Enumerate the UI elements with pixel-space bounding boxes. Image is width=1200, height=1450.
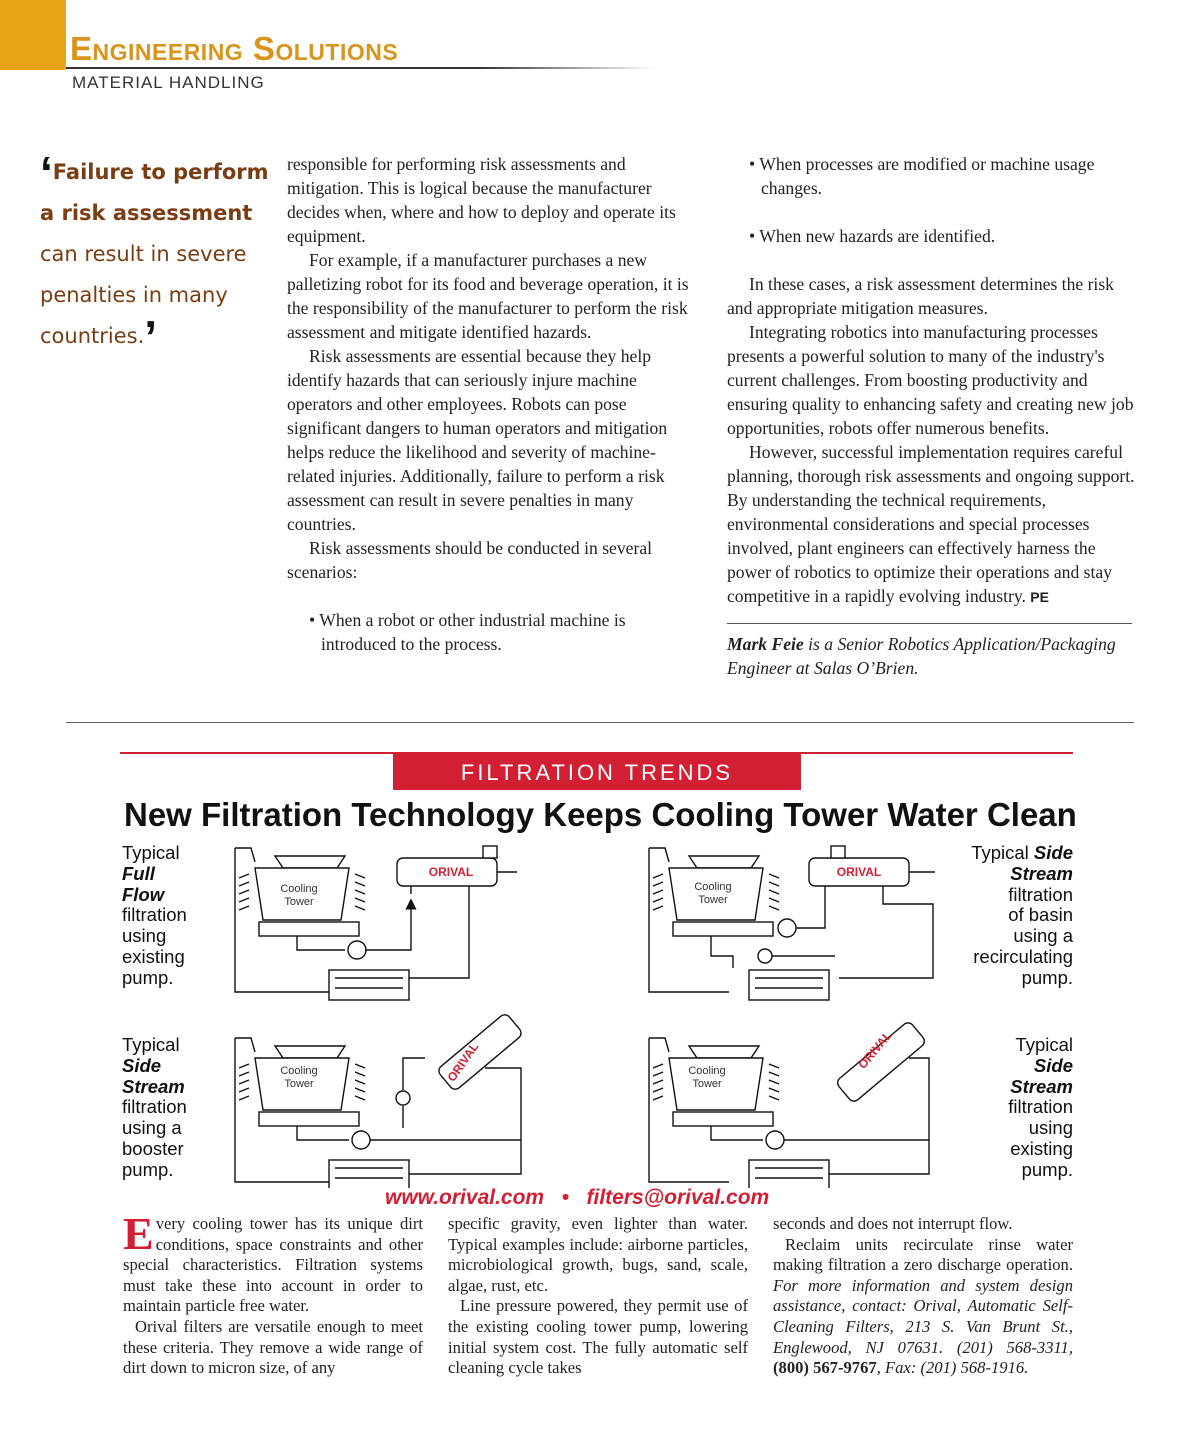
label-line: using a [1013, 925, 1073, 947]
panel-booster [235, 1012, 523, 1188]
panel-basin [649, 846, 935, 1000]
tower-label: Cooling [280, 883, 318, 895]
paragraph [773, 1235, 1073, 1379]
phone-number: (800) 567-9767 [773, 1358, 877, 1378]
pull-quote-line2: a risk assessment [40, 201, 253, 225]
paragraph-text: Reclaim units recirculate rinse water making filtration a zero discharge operation. [773, 1234, 1073, 1275]
label-line: using [122, 925, 167, 947]
tower-label: Cooling [280, 1065, 318, 1077]
label-line: filtration [122, 904, 187, 926]
tower-label: Cooling [694, 881, 732, 893]
paragraph: Line pressure powered, they permit use of the existing cooling tower pump, lowering initial system cost. The fully automatic self cleaning cycle takes [448, 1296, 748, 1378]
panel-full-flow [235, 846, 517, 1000]
tower-label: Tower [692, 1078, 722, 1090]
label-line: existing [122, 945, 185, 967]
pull-quote-line3: can result in severe [40, 242, 247, 266]
orival-logo: ORIVAL [428, 865, 474, 879]
author-bio [727, 632, 1137, 680]
label-line: Stream [1010, 1075, 1073, 1097]
label-line: pump. [122, 966, 174, 988]
open-quote-mark: ‘ [40, 147, 53, 199]
diagram-label-existing [1008, 1035, 1073, 1181]
label-line: Typical [971, 842, 1034, 863]
label-line: pump. [1021, 966, 1073, 988]
label-line: pump. [122, 1158, 174, 1180]
paragraph: responsible for performing risk assessments and mitigation. This is logical because the manufacturer decides when, where and how to deploy and operate its equipment. [287, 154, 676, 246]
bullet-text: When new hazards are identified. [759, 226, 996, 246]
bullet-text: When processes are modified or machine usage changes. [759, 154, 1095, 198]
paragraph: Integrating robotics into manufacturing processes presents a powerful solution to many of the industry's current challenges. From boosting productivity and ensuring quality to enhancing safety and creating new job opportunities, robots offer numerous benefits. [727, 322, 1134, 438]
ad-column-1 [123, 1208, 423, 1379]
drop-cap: E [123, 1208, 154, 1259]
paragraph: Orival filters are versatile enough to meet these criteria. They remove a wide range of dirt down to micron size, of any [123, 1316, 423, 1378]
tower-label: Cooling [688, 1065, 726, 1077]
label-line: of basin [1008, 904, 1073, 926]
website-link[interactable]: www.orival.com [385, 1186, 545, 1209]
paragraph: Risk assessments should be conducted in several scenarios: [287, 538, 653, 582]
diagram-label-booster [122, 1035, 187, 1181]
title-rule [66, 67, 656, 69]
paragraph: specific gravity, even lighter than water. Typical examples include: airborne particles, microbiological growth, bugs, sand, scale, algae, rust, etc. [448, 1214, 748, 1295]
bullet-item: • When new hazards are identified. [749, 226, 996, 246]
label-line: existing [1010, 1137, 1073, 1159]
section-title: Engineering Solutions [70, 30, 399, 67]
contact-info: For more information and system design assistance, contact: Orival, Automatic Self-Cleaning Filters, 213 S. Van Brunt St., Englewood, NJ 07631. (201) 568-3311, [773, 1275, 1073, 1357]
label-line: Side [122, 1054, 162, 1076]
ad-banner: FILTRATION TRENDS [393, 754, 801, 790]
label-line: Flow [122, 883, 165, 905]
pull-quote [40, 147, 270, 363]
label-line: Typical [1015, 1034, 1073, 1055]
diagram-label-basin [971, 843, 1073, 989]
close-quote-mark: ’ [144, 311, 158, 363]
label-line: filtration [1008, 883, 1073, 905]
ad-contact-line [385, 1186, 769, 1210]
label-line: pump. [1021, 1158, 1073, 1180]
label-line: using [1028, 1117, 1073, 1139]
tower-label: Tower [698, 894, 728, 906]
section-color-tab [0, 0, 66, 70]
paragraph: seconds and does not interrupt flow. [773, 1214, 1013, 1233]
ad-column-3 [773, 1214, 1073, 1379]
label-line: Typical [122, 842, 180, 863]
label-line: filtration [122, 1096, 187, 1118]
bullet-text: When a robot or other industrial machine is introduced to the process. [319, 610, 626, 654]
diagram-label-full-flow [122, 843, 187, 989]
label-line: Stream [122, 1075, 185, 1097]
pull-quote-line5: countries. [40, 324, 145, 348]
paragraph [727, 440, 1137, 609]
end-mark: PE [1030, 589, 1049, 605]
pull-quote-line1: Failure to perform [52, 160, 269, 184]
label-line: filtration [1008, 1096, 1073, 1118]
paragraph-text: However, successful implementation requires careful planning, thorough risk assessments and ongoing support. By understanding the technical requirements, environmental considerations and special processes involved, plant engineers can effectively harness the power of robotics to optimize their operations and stay competitive in a rapidly evolving industry. [727, 442, 1135, 606]
email-link[interactable]: filters@orival.com [586, 1186, 770, 1209]
separator: • [561, 1186, 569, 1209]
section-subtitle: MATERIAL HANDLING [72, 73, 265, 92]
label-line: using a [122, 1117, 182, 1139]
bio-rule [727, 623, 1132, 624]
orival-logo: ORIVAL [855, 1028, 895, 1072]
label-line: Side [1033, 1054, 1073, 1076]
filtration-schematic [225, 838, 955, 1188]
paragraph: In these cases, a risk assessment determines the risk and appropriate mitigation measures. [727, 274, 1114, 318]
label-line: Full [122, 862, 155, 884]
bullet-item: • When a robot or other industrial machine is introduced to the process. [309, 610, 626, 654]
tower-label: Tower [284, 896, 314, 908]
label-line: Stream [1010, 862, 1073, 884]
label-line: booster [122, 1137, 184, 1159]
author-name: Mark Feie [727, 634, 804, 654]
bullet-item: • When processes are modified or machine usage changes. [749, 154, 1095, 198]
ad-headline: New Filtration Technology Keeps Cooling Tower Water Clean [124, 796, 1077, 833]
paragraph-text: very cooling tower has its unique dirt conditions, space constraints and other special characteristics. Filtration systems must take these into account in order to maintain particle free water. [123, 1214, 423, 1316]
label-line: recirculating [973, 945, 1073, 967]
label-line: Typical [122, 1034, 180, 1055]
paragraph: Risk assessments are essential because they help identify hazards that can seriously injure machine operators and other employees. Robots can pose significant dangers to human operators and mitigation helps reduce the likelihood and severity of machine-related injuries. Additionally, failure to perform a risk assessment can result in severe penalties in many countries. [287, 346, 668, 534]
article-column-2 [727, 152, 1137, 680]
label-line: Side [1033, 842, 1073, 863]
pull-quote-line4: penalties in many [40, 283, 228, 307]
orival-logo: ORIVAL [836, 865, 882, 879]
article-column-1 [287, 152, 697, 656]
paragraph [123, 1208, 423, 1317]
page-divider [66, 722, 1134, 723]
orival-logo: ORIVAL [444, 1039, 482, 1085]
ad-column-2 [448, 1214, 748, 1379]
paragraph: For example, if a manufacturer purchases a new palletizing robot for its food and beverage operation, it is the responsibility of the manufacturer to perform the risk assessment and mitigate identified hazards. [287, 250, 689, 342]
fax-number: , Fax: (201) 568-1916. [876, 1358, 1029, 1378]
author-bio-text: is a Senior Robotics Application/Packaging Engineer at Salas O’Brien. [727, 634, 1116, 678]
tower-label: Tower [284, 1078, 314, 1090]
